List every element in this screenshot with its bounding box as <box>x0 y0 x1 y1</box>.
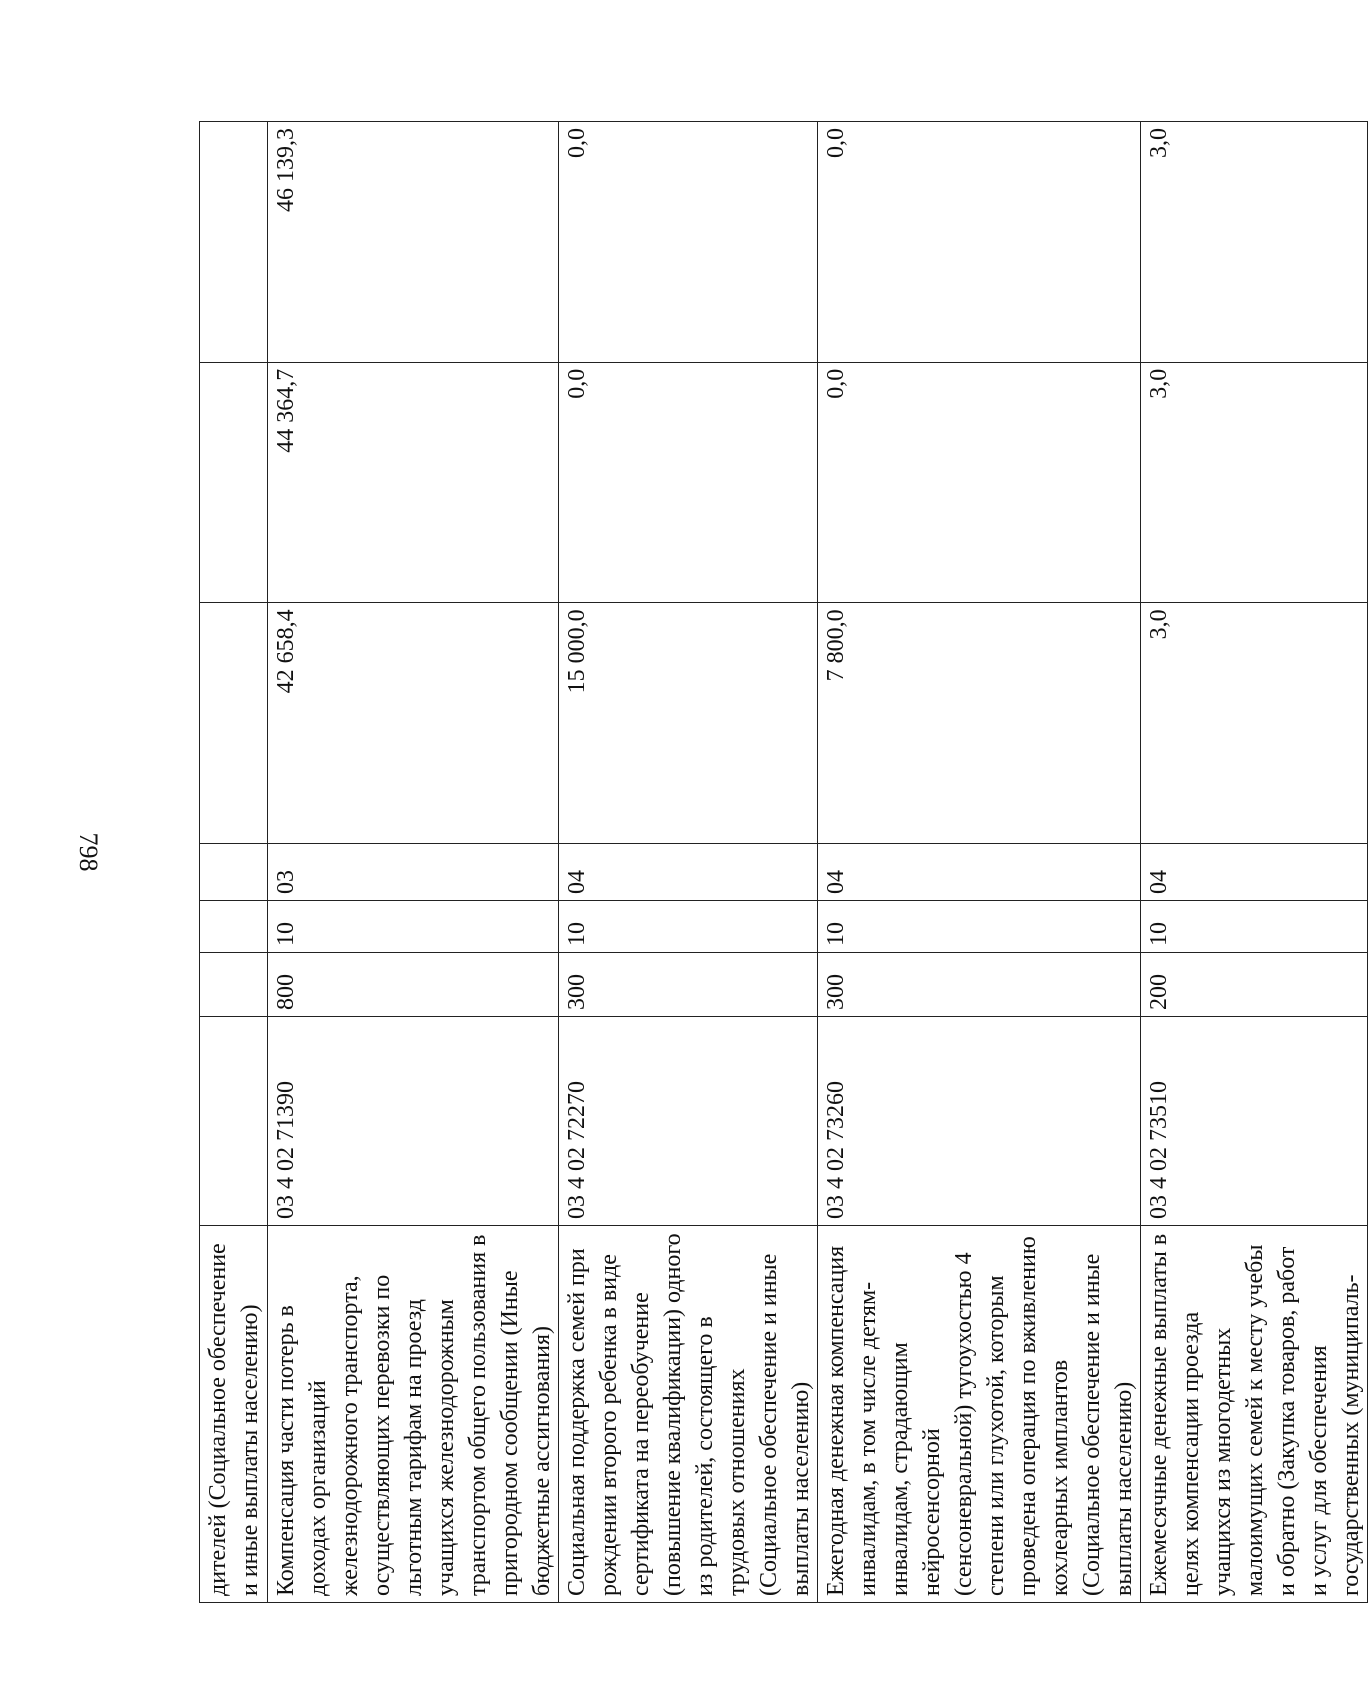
amount-year-1: 7 800,0 <box>818 603 1141 844</box>
table-row <box>559 122 818 1603</box>
amount-year-3 <box>200 122 268 363</box>
amount-year-3: 0,0 <box>559 122 818 363</box>
amount-year-2: 3,0 <box>1141 362 1368 603</box>
table-row <box>1141 122 1368 1603</box>
section-code <box>200 901 268 953</box>
expense-type-code: 300 <box>559 953 818 1017</box>
table-row <box>200 122 268 1603</box>
target-article-code: 03 4 02 72270 <box>559 1017 818 1226</box>
subsection-code: 04 <box>818 844 1141 901</box>
amount-year-3: 46 139,3 <box>268 122 559 363</box>
amount-year-2 <box>200 362 268 603</box>
row-description: дителей (Социальное обеспечение и иные выплаты населению) <box>200 1226 268 1603</box>
row-description: Ежемесячные денежные выплаты в целях компенсации проезда учащихся из многодетных малоимущих семей к месту учебы и обратно (Закупка товаров, работ и услуг для обеспечения государственных (муниципаль- <box>1141 1226 1368 1603</box>
subsection-code: 04 <box>559 844 818 901</box>
subsection-code <box>200 844 268 901</box>
target-article-code: 03 4 02 73260 <box>818 1017 1141 1226</box>
amount-year-3: 0,0 <box>818 122 1141 363</box>
section-code: 10 <box>818 901 1141 953</box>
amount-year-2: 44 364,7 <box>268 362 559 603</box>
budget-table <box>199 121 1368 1603</box>
expense-type-code: 200 <box>1141 953 1368 1017</box>
row-description: Социальная поддержка семей при рождении второго ребенка в виде сертификата на переобучение (повышение квалификации) одного из родителей, состоящего в трудовых отношениях (Социальное обеспечение и иные выплаты населению) <box>559 1226 818 1603</box>
target-article-code <box>200 1017 268 1226</box>
amount-year-2: 0,0 <box>818 362 1141 603</box>
subsection-code: 03 <box>268 844 559 901</box>
table-row <box>818 122 1141 1603</box>
budget-table-rotated <box>199 121 1364 1603</box>
expense-type-code: 800 <box>268 953 559 1017</box>
table-row <box>268 122 559 1603</box>
target-article-code: 03 4 02 73510 <box>1141 1017 1368 1226</box>
subsection-code: 04 <box>1141 844 1368 901</box>
amount-year-1: 42 658,4 <box>268 603 559 844</box>
expense-type-code: 300 <box>818 953 1141 1017</box>
amount-year-2: 0,0 <box>559 362 818 603</box>
amount-year-3: 3,0 <box>1141 122 1368 363</box>
section-code: 10 <box>559 901 818 953</box>
amount-year-1: 15 000,0 <box>559 603 818 844</box>
target-article-code: 03 4 02 71390 <box>268 1017 559 1226</box>
expense-type-code <box>200 953 268 1017</box>
section-code: 10 <box>268 901 559 953</box>
amount-year-1: 3,0 <box>1141 603 1368 844</box>
page-number: 798 <box>74 832 103 872</box>
section-code: 10 <box>1141 901 1368 953</box>
row-description: Ежегодная денежная компенсация инвалидам, в том числе детям-инвалидам, страдающим нейросенсорной (сенсоневральной) тугоухостью 4 степени или глухотой, которым проведена операция по вживлению кохлеарных имплантов (Социальное обеспечение и иные выплаты населению) <box>818 1226 1141 1603</box>
row-description: Компенсация части потерь в доходах организаций железнодорожного транспорта, осуществляющих перевозки по льготным тарифам на проезд учащихся железнодорожным транспортом общего пользования в пригородном сообщении (Иные бюджетные ассигнования) <box>268 1226 559 1603</box>
amount-year-1 <box>200 603 268 844</box>
